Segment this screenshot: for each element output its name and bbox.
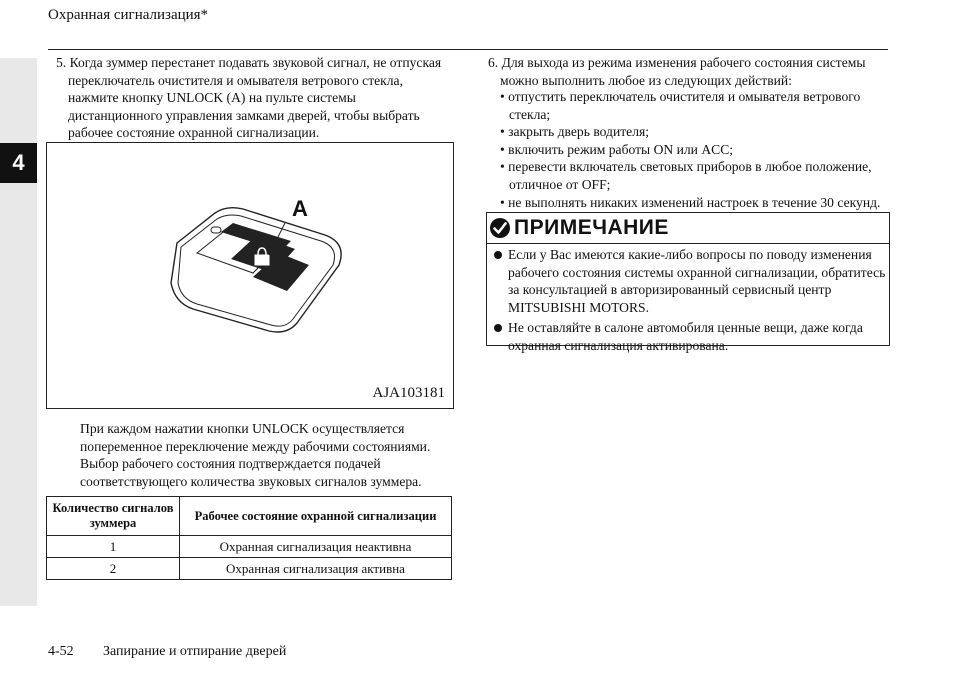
note-list: [491, 246, 887, 358]
buzzer-state-table: [46, 496, 452, 580]
unlock-explanation: [80, 420, 460, 490]
footer-section-title: Запирание и отпирание дверей: [103, 644, 287, 659]
step-5-line: рабочее состояние охранной сигнализации.: [68, 125, 320, 141]
list-item: • закрыть дверь водителя;: [500, 124, 650, 140]
note-item: [491, 319, 887, 354]
chapter-sidebar: [0, 58, 37, 606]
figure-callout-a: A: [292, 196, 308, 221]
chapter-tab: 4: [0, 143, 37, 183]
list-item: • включить режим работы ON или ACC;: [500, 141, 734, 157]
remote-key-illustration: [47, 143, 453, 408]
bullet-dot-icon: [494, 251, 502, 259]
note-item-text: Если у Вас имеются какие-либо вопросы по поводу изменения рабочего состояния системы охранной сигнализации, обратитесь за консультацией в авторизированный сервисный центр MITSUBISHI MOTORS.: [508, 247, 886, 315]
remote-key-figure: [46, 142, 454, 409]
explanation-line: соответствующего количества звуковых сигналов зуммера.: [80, 473, 422, 489]
step-6-bullets: [500, 88, 890, 211]
page-header-title: Охранная сигнализация*: [48, 7, 209, 23]
list-item: • не выполнять никаких изменений настроек в течение 30 секунд.: [500, 194, 881, 210]
step-5-line: дистанционного управления замками дверей, чтобы выбрать: [68, 107, 420, 123]
table-cell-count: 1: [47, 536, 180, 558]
step-5-line: переключатель очистителя и омывателя ветрового стекла,: [68, 72, 403, 88]
list-item: • перевести включатель световых приборов в любое положение, отличное от OFF;: [500, 159, 872, 192]
step-5-line: 5. Когда зуммер перестанет подавать звуковой сигнал, не отпуская: [56, 55, 442, 70]
checkmark-icon: [489, 217, 511, 239]
bullet-dot-icon: [494, 324, 502, 332]
table-cell-state: Охранная сигнализация активна: [180, 558, 452, 580]
explanation-line: При каждом нажатии кнопки UNLOCK осуществляется: [80, 421, 405, 436]
step-5-line: нажмите кнопку UNLOCK (A) на пульте системы: [68, 90, 356, 106]
table-header-state: Рабочее состояние охранной сигнализации: [180, 497, 452, 536]
header-divider: [48, 49, 888, 50]
table-cell-count: 2: [47, 558, 180, 580]
note-item-text: Не оставляйте в салоне автомобиля ценные вещи, даже когда охранная сигнализация активирована.: [508, 320, 863, 353]
list-item: • отпустить переключатель очистителя и омывателя ветрового стекла;: [500, 89, 861, 122]
table-cell-state: Охранная сигнализация неактивна: [180, 536, 452, 558]
step-6-line: можно выполнить любое из следующих действий:: [500, 72, 792, 88]
explanation-line: Выбор рабочего состояния подтверждается подачей: [80, 456, 381, 472]
step-6: [488, 54, 888, 89]
table-row: [47, 536, 452, 558]
note-header: [487, 213, 889, 244]
note-box: [486, 212, 890, 353]
table-header-row: [47, 497, 452, 536]
note-title: ПРИМЕЧАНИЕ: [514, 216, 669, 239]
step-5: [56, 54, 456, 142]
table-header-count: Количество сигналов зуммера: [47, 497, 180, 536]
note-item: [491, 246, 887, 316]
step-6-line: 6. Для выхода из режима изменения рабочего состояния системы: [488, 55, 866, 70]
explanation-line: попеременное переключение между рабочими состояниями.: [80, 438, 431, 454]
table-row: [47, 558, 452, 580]
figure-code: AJA103181: [372, 385, 445, 401]
page-number: 4-52: [48, 644, 74, 659]
